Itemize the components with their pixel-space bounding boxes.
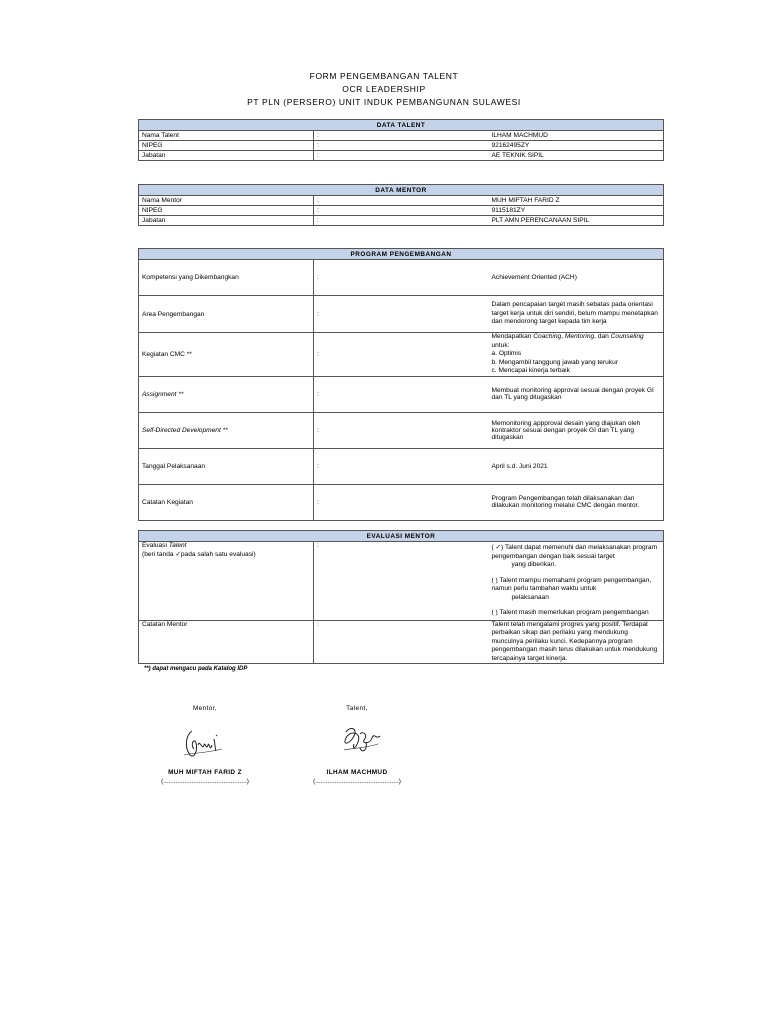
footnote: **) dapat mengacu pada Katalog IDP xyxy=(144,666,248,672)
colon: : xyxy=(314,196,489,206)
evaluasi-option-3: ( ) Talent masih memerlukan program pengembangan xyxy=(491,609,649,616)
colon: : xyxy=(314,141,489,151)
cmc-item: c. Mencapai kinerja terbaik xyxy=(491,367,570,374)
option-mark-checked: ( ✓) xyxy=(491,544,504,551)
form-title: FORM PENGEMBANGAN TALENT xyxy=(309,71,459,81)
evaluasi-table xyxy=(138,530,664,664)
area-label: Area Pengembangan xyxy=(139,296,314,333)
talent-role-label: Talent, xyxy=(346,705,368,712)
tanggal-label: Tanggal Pelaksanaan xyxy=(139,448,314,484)
kompetensi-label: Kompetensi yang Dikembangkan xyxy=(139,260,314,296)
catatan-mentor-label: Catatan Mentor xyxy=(139,620,314,664)
evaluasi-option-1: ( ✓) Talent dapat memenuhi dan melaksanakan program pengembangan dengan baik sesuai target yang diberikan. xyxy=(491,544,658,568)
area-value: Dalam pencapaian target masih sebatas pada orientasi target kerja untuk diri sendiri, belum mampu menetapkan dan mendorong target kepada tim kerja xyxy=(489,296,664,333)
evaluasi-section-header: EVALUASI MENTOR xyxy=(139,531,664,542)
mentor-role-label: Mentor, xyxy=(192,705,218,712)
colon: : xyxy=(314,412,489,448)
colon: : xyxy=(314,260,489,296)
colon: : xyxy=(314,131,489,141)
colon: : xyxy=(314,484,489,520)
assignment-label: Assignment ** xyxy=(139,376,314,412)
kompetensi-value: Achievement Oriented (ACH) xyxy=(489,260,664,296)
mentor-section-header: DATA MENTOR xyxy=(139,185,664,196)
tanggal-value: April s.d. Juni 2021 xyxy=(489,448,664,484)
catatan-mentor-value: Talent telah mengalami progres yang positif. Terdapat perbaikan sikap dan perilaku yang mendukung munculnya perilaku kunci. Kedepannya program pengembangan masih terus dilakukan untuk mendukung tercapainya target kinerja. xyxy=(489,620,664,664)
mentor-signature-image xyxy=(178,725,228,763)
cmc-item: a. Optimis xyxy=(491,350,522,357)
talent-table xyxy=(138,119,664,161)
catatan-kegiatan-value: Program Pengembangan telah dilaksanakan dan dilakukan monitoring melalui CMC dengan mentor. xyxy=(489,484,664,520)
talent-signature-image xyxy=(336,722,386,760)
option-mark: ( ) xyxy=(491,576,498,584)
talent-section-header: DATA TALENT xyxy=(139,120,664,131)
colon: : xyxy=(314,216,489,226)
talent-name-label: Nama Talent xyxy=(139,131,314,141)
talent-name-value: ILHAM MACHMUD xyxy=(489,131,664,141)
talent-jabatan-label: Jabatan xyxy=(139,151,314,161)
option-mark: ( ) xyxy=(491,609,498,616)
evaluasi-option-2: ( ) Talent mampu memahami program pengembangan, namun perlu tambahan waktu untuk pelaksanaan xyxy=(491,576,652,601)
mentor-table xyxy=(138,184,664,226)
mentor-signature-line: (...............................................) xyxy=(161,778,249,785)
colon: : xyxy=(314,542,489,621)
mentor-jabatan-value: PLT AMN PERENCANAAN SIPIL xyxy=(489,216,664,226)
program-section-header: PROGRAM PENGEMBANGAN xyxy=(139,249,664,260)
colon: : xyxy=(314,296,489,333)
company-name: PT PLN (PERSERO) UNIT INDUK PEMBANGUNAN SULAWESI xyxy=(247,97,521,107)
colon: : xyxy=(314,376,489,412)
mentor-jabatan-label: Jabatan xyxy=(139,216,314,226)
mentor-nipeg-label: NIPEG xyxy=(139,206,314,216)
evaluasi-options xyxy=(489,542,664,621)
cmc-value xyxy=(489,333,664,377)
cmc-intro: Mendapatkan Coaching, Mentoring, dan Counseling untuk: xyxy=(491,333,644,349)
cmc-item: b. Mengambil tanggung jawab yang terukur xyxy=(491,358,618,366)
form-subtitle: OCR LEADERSHIP xyxy=(342,84,426,94)
cmc-label: Kegiatan CMC ** xyxy=(139,333,314,377)
colon: : xyxy=(314,206,489,216)
talent-signature-name: ILHAM MACHMUD xyxy=(326,769,388,776)
colon: : xyxy=(314,151,489,161)
talent-nipeg-label: NIPEG xyxy=(139,141,314,151)
mentor-signature-name: MUH MIFTAH FARID Z xyxy=(168,769,242,776)
talent-nipeg-value: 92162495ZY xyxy=(489,141,664,151)
talent-jabatan-value: AE TEKNIK SIPIL xyxy=(489,151,664,161)
mentor-nipeg-value: 9115181ZY xyxy=(489,206,664,216)
sdd-label: Self-Directed Development ** xyxy=(139,412,314,448)
talent-signature-line: (...............................................) xyxy=(313,778,401,785)
program-table xyxy=(138,248,664,521)
evaluasi-label: Evaluasi Talent (beri tanda ✓pada salah satu evaluasi) xyxy=(139,542,314,621)
mentor-name-value: MUH MIFTAH FARID Z xyxy=(489,196,664,206)
colon: : xyxy=(314,620,489,664)
colon: : xyxy=(314,448,489,484)
catatan-kegiatan-label: Catatan Kegiatan xyxy=(139,484,314,520)
sdd-value: Memonitoring appproval desain yang diajukan oleh kontraktor sesuai dengan proyek GI dan TL yang ditugaskan xyxy=(489,412,664,448)
mentor-name-label: Nama Mentor xyxy=(139,196,314,206)
colon: : xyxy=(314,333,489,377)
assignment-value: Membuat monitoring approval sesuai dengan proyek GI dan TL yang ditugaskan xyxy=(489,376,664,412)
